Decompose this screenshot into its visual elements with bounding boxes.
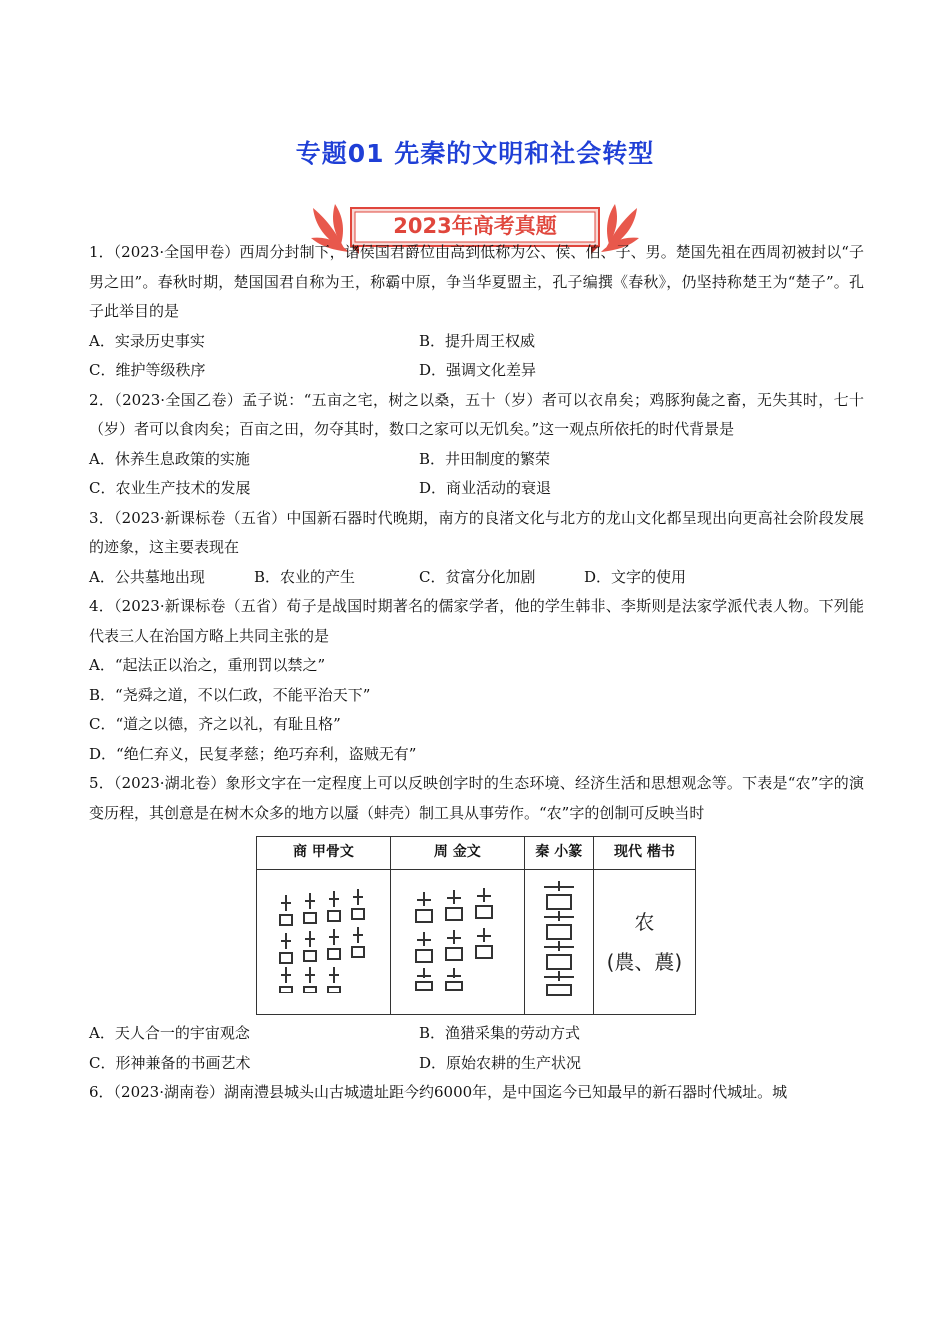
question-3-stem: 3．（2023·新课标卷（五省）中国新石器时代晚期，南方的良渚文化与北方的龙山文化都呈现出向更高社会阶段发展的迹象，这主要表现在 xyxy=(89,508,864,556)
banner-text: 2023年高考真题 xyxy=(393,214,557,238)
question-4-stem: 4．（2023·新课标卷（五省）荀子是战国时期著名的儒家学者，他的学生韩非、李斯则是法家学派代表人物。下列能代表三人在治国方略上共同主张的是 xyxy=(89,597,864,645)
question-1-options xyxy=(89,356,864,386)
option[interactable]: A．实录历史事实 xyxy=(89,331,205,350)
option[interactable]: C．农业生产技术的发展 xyxy=(89,479,251,497)
question-5-options xyxy=(89,1049,864,1079)
character-evolution-table xyxy=(256,836,696,1015)
option[interactable]: C．贫富分化加剧 xyxy=(419,567,536,586)
option[interactable]: A．公共墓地出现 xyxy=(89,567,205,586)
modern-character: 农 xyxy=(634,910,655,934)
question-5-options xyxy=(89,1019,864,1049)
ancient-glyph-image xyxy=(258,883,389,1002)
option[interactable]: B．“尧舜之道，不以仁政，不能平治天下” xyxy=(89,685,371,704)
option[interactable]: C．维护等级秩序 xyxy=(89,361,206,379)
bronze-glyphs xyxy=(390,870,524,1015)
question-1-options xyxy=(89,327,864,357)
table-header: 现代 楷书 xyxy=(593,837,695,870)
option[interactable]: D．强调文化差异 xyxy=(419,361,537,379)
question-2-stem: 2．（2023·全国乙卷）孟子说：“五亩之宅，树之以桑，五十（岁）者可以衣帛矣；鸡豚狗彘之畜，无失其时，七十（岁）者可以食肉矣；百亩之田，勿夺其时，数口之家可以无饥矣。”这一观点所依托的时代背景是 xyxy=(89,390,864,438)
option[interactable]: C．“道之以德，齐之以礼，有耻且格” xyxy=(89,715,341,733)
questions-area xyxy=(89,238,864,1108)
question-2-options xyxy=(89,445,864,475)
option[interactable]: D．原始农耕的生产状况 xyxy=(419,1053,582,1072)
option[interactable]: D．商业活动的衰退 xyxy=(419,479,552,497)
ancient-glyph-image xyxy=(534,877,584,997)
table-header: 周 金文 xyxy=(390,837,524,870)
question-3-options xyxy=(89,563,864,593)
option[interactable]: A．“起法正以治之，重刑罚以禁之” xyxy=(89,656,326,674)
option[interactable]: D．文字的使用 xyxy=(584,567,687,586)
modern-variants: (農、蕽) xyxy=(606,950,683,974)
option[interactable]: B．井田制度的繁荣 xyxy=(419,449,551,468)
option[interactable]: A．天人合一的宇宙观念 xyxy=(89,1024,250,1042)
option[interactable]: B．渔猎采集的劳动方式 xyxy=(419,1024,581,1042)
question-1-stem: 1．（2023·全国甲卷）西周分封制下，诸侯国君爵位由高到低称为公、侯、伯、子、男。楚国先祖在西周初被封以“子男之田”。春秋时期，楚国国君自称为王，称霸中原，争当华夏盟主，孔子编撰《春秋》，仍坚持称楚王为“楚子”。孔子此举目的是 xyxy=(89,243,864,320)
question-6-stem: 6．（2023·湖南卷）湖南澧县城头山古城遗址距今约6000年，是中国迄今已知最早的新石器时代城址。城 xyxy=(89,1083,788,1101)
question-2-options xyxy=(89,474,864,504)
ancient-glyph-image xyxy=(407,882,507,992)
option[interactable]: A．休养生息政策的实施 xyxy=(89,449,250,468)
question-5-stem: 5．（2023·湖北卷）象形文字在一定程度上可以反映创字时的生态环境、经济生活和思想观念等。下表是“农”字的演变历程，其创意是在树木众多的地方以蜃（蚌壳）制工具从事劳作。“农”字的创制可反映当时 xyxy=(89,774,864,822)
option[interactable]: B．农业的产生 xyxy=(254,567,356,586)
table-header: 商 甲骨文 xyxy=(257,837,390,870)
modern-script xyxy=(593,870,695,1015)
option[interactable]: C．形神兼备的书画艺术 xyxy=(89,1053,251,1072)
option[interactable]: B．提升周王权威 xyxy=(419,331,536,350)
table-header: 秦 小篆 xyxy=(524,837,593,870)
page-title: 专题01 先秦的文明和社会转型 xyxy=(295,139,655,168)
oracle-bone-glyphs xyxy=(257,870,390,1015)
option[interactable]: D．“绝仁弃义，民复孝慈；绝巧弃利，盗贼无有” xyxy=(89,744,417,763)
seal-script-glyphs xyxy=(524,870,593,1015)
